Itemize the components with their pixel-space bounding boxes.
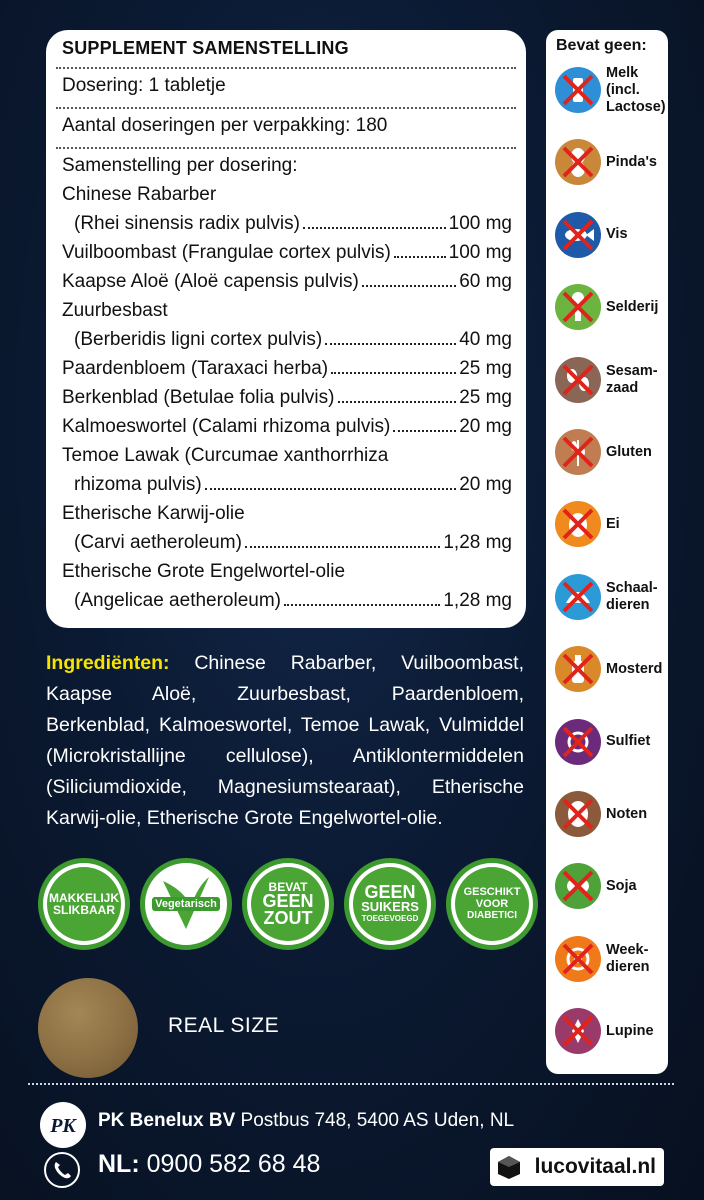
allergen-label: Mosterd <box>606 660 663 677</box>
phone-label: NL: <box>98 1150 140 1178</box>
wheat-icon <box>554 428 602 476</box>
mustard-icon <box>554 645 602 693</box>
ingredient-amount: 20 mg <box>459 474 512 495</box>
ingredient-name: Vuilboombast (Frangulae cortex pulvis) <box>62 242 391 263</box>
badge-text: ZOUT <box>263 908 313 928</box>
allergen-label: Soja <box>606 877 637 894</box>
company-name: PK Benelux BV <box>98 1110 236 1131</box>
badge-text: GEEN <box>364 881 416 902</box>
allergen-item <box>552 567 666 627</box>
badge-text: BEVAT <box>268 880 308 894</box>
dosing-text: Dosering: 1 tabletje <box>62 75 226 96</box>
allergen-label: Ei <box>606 515 620 532</box>
allergen-item <box>552 856 666 916</box>
allergen-item <box>552 277 666 337</box>
ingredient-amount: 100 mg <box>448 242 512 263</box>
ingredient-amount: 25 mg <box>459 358 512 379</box>
ingredient-amount: 40 mg <box>459 329 512 350</box>
ingredient-name: Paardenbloem (Taraxaci herba) <box>62 358 329 379</box>
allergen-item <box>552 205 666 265</box>
footer-divider <box>28 1083 674 1085</box>
ingredient-name: (Berberidis ligni cortex pulvis) <box>74 329 323 350</box>
fish-icon <box>554 211 602 259</box>
ingredient-line: Zuurbesbast <box>62 300 168 321</box>
lupin-icon <box>554 1007 602 1055</box>
celery-icon <box>554 283 602 331</box>
ingredient-row <box>62 586 512 615</box>
ingredient-row <box>62 470 512 499</box>
mollusc-icon <box>554 935 602 983</box>
egg-icon <box>554 500 602 548</box>
badge-text: SLIKBAAR <box>52 903 115 917</box>
badge-text: SUIKERS <box>361 898 419 914</box>
ingredient-row <box>62 325 512 354</box>
badge-text: TOEGEVOEGD <box>361 913 419 923</box>
allergen-label: Sesam-zaad <box>606 362 658 396</box>
company-address: Postbus 748, 5400 AS Uden, NL <box>235 1110 515 1131</box>
ingredient-row <box>62 528 512 557</box>
allergen-label: Selderij <box>606 298 659 315</box>
allergen-item <box>552 60 666 120</box>
ingredient-name: (Angelicae aetheroleum) <box>74 590 282 611</box>
ingredient-line: Temoe Lawak (Curcumae xanthorrhiza <box>62 445 389 466</box>
sulphite-icon <box>554 718 602 766</box>
ingredient-row <box>62 354 512 383</box>
diabetic-suitable-badge <box>446 858 538 950</box>
ingredient-line: Chinese Rabarber <box>62 184 217 205</box>
nut-icon <box>554 790 602 838</box>
ingredient-row <box>62 238 512 267</box>
peanut-icon <box>554 138 602 186</box>
ingredient-row <box>62 383 512 412</box>
allergen-item <box>552 784 666 844</box>
no-salt-badge <box>242 858 334 950</box>
ingredient-name: (Rhei sinensis radix pulvis) <box>74 213 300 234</box>
allergen-panel <box>546 30 668 1074</box>
supplement-title: SUPPLEMENT SAMENSTELLING <box>62 38 349 58</box>
tablet-image <box>38 978 138 1078</box>
ingredient-name: rhizoma pulvis) <box>74 474 202 495</box>
badge-text: Vegetarisch <box>152 897 220 911</box>
ingredient-name: Kalmoeswortel (Calami rhizoma pulvis) <box>62 416 391 437</box>
company-line <box>98 1110 514 1132</box>
ingredient-amount: 1,28 mg <box>443 532 512 553</box>
phone-icon <box>44 1152 80 1188</box>
ingredient-amount: 100 mg <box>448 213 512 234</box>
real-size-label: REAL SIZE <box>168 1014 280 1037</box>
allergen-label: Sulfiet <box>606 733 651 750</box>
allergen-label: Noten <box>606 805 648 822</box>
allergen-item <box>552 132 666 192</box>
website-link[interactable] <box>490 1148 664 1186</box>
phone-line <box>98 1150 320 1179</box>
ingredients-text: Chinese Rabarber, Vuilboombast, Kaapse Aloë, Zuurbesbast, Paardenbloem, Berkenblad, Kalmoeswortel, Temoe Lawak, Vulmiddel (Microkristallijne cellulose), Antiklontermiddelen (Siliciumdioxide, Magnesiumstearaat), Etherische Karwij-olie, Etherische Grote Engelwortel-olie. <box>46 652 524 829</box>
ingredient-row <box>62 267 512 296</box>
servings-text: Aantal doseringen per verpakking: 180 <box>62 115 388 136</box>
allergen-label: Week-dieren <box>606 941 650 975</box>
milk-icon <box>554 66 602 114</box>
ingredient-name: Berkenblad (Betulae folia pulvis) <box>62 387 335 408</box>
allergen-item <box>552 494 666 554</box>
allergen-item <box>552 929 666 989</box>
divider <box>56 147 516 149</box>
ingredient-amount: 25 mg <box>459 387 512 408</box>
shellfish-icon <box>554 573 602 621</box>
ingredients-label: Ingrediënten: <box>46 652 170 674</box>
ingredient-amount: 20 mg <box>459 416 512 437</box>
no-added-sugar-badge <box>344 858 436 950</box>
ingredients-paragraph <box>46 648 524 834</box>
allergen-label: Vis <box>606 226 628 243</box>
badge-text: GEEN <box>262 891 314 911</box>
cube-logo-icon <box>496 1154 522 1180</box>
ingredient-row <box>62 209 512 238</box>
allergen-item <box>552 422 666 482</box>
badge-text: VOOR <box>475 898 509 910</box>
ingredient-line: Etherische Karwij-olie <box>62 503 245 524</box>
ingredient-name: (Carvi aetheroleum) <box>74 532 242 553</box>
allergen-item <box>552 639 666 699</box>
ingredient-name: Kaapse Aloë (Aloë capensis pulvis) <box>62 271 359 292</box>
allergen-label: Pinda's <box>606 153 657 170</box>
svg-text:PK: PK <box>50 1115 76 1137</box>
allergen-label: Melk (incl. Lactose) <box>606 64 666 115</box>
soy-icon <box>554 862 602 910</box>
ingredient-amount: 1,28 mg <box>443 590 512 611</box>
ingredient-line: Etherische Grote Engelwortel-olie <box>62 561 346 582</box>
badge-text: DIABETICI <box>467 910 517 921</box>
badge-text: MAKKELIJK <box>48 891 119 905</box>
allergen-item <box>552 350 666 410</box>
allergen-label: Schaal-dieren <box>606 579 658 613</box>
ingredient-row <box>62 412 512 441</box>
divider <box>56 107 516 109</box>
pk-logo-icon <box>40 1102 86 1148</box>
allergen-item <box>552 1001 666 1061</box>
phone-number[interactable]: 0900 582 68 48 <box>139 1150 321 1178</box>
composition-header: Samenstelling per dosering: <box>62 155 298 176</box>
supplement-facts-card <box>46 30 526 628</box>
vegetarian-badge <box>140 858 232 950</box>
website-text: lucovitaal.nl <box>534 1155 656 1178</box>
allergen-label: Lupine <box>606 1022 654 1039</box>
ingredient-amount: 60 mg <box>459 271 512 292</box>
sesame-icon <box>554 356 602 404</box>
divider <box>56 67 516 69</box>
allergen-item <box>552 712 666 772</box>
easy-swallow-badge <box>38 858 130 950</box>
badge-text: GESCHIKT <box>463 886 521 898</box>
allergen-title: Bevat geen: <box>556 37 647 54</box>
allergen-label: Gluten <box>606 443 652 460</box>
